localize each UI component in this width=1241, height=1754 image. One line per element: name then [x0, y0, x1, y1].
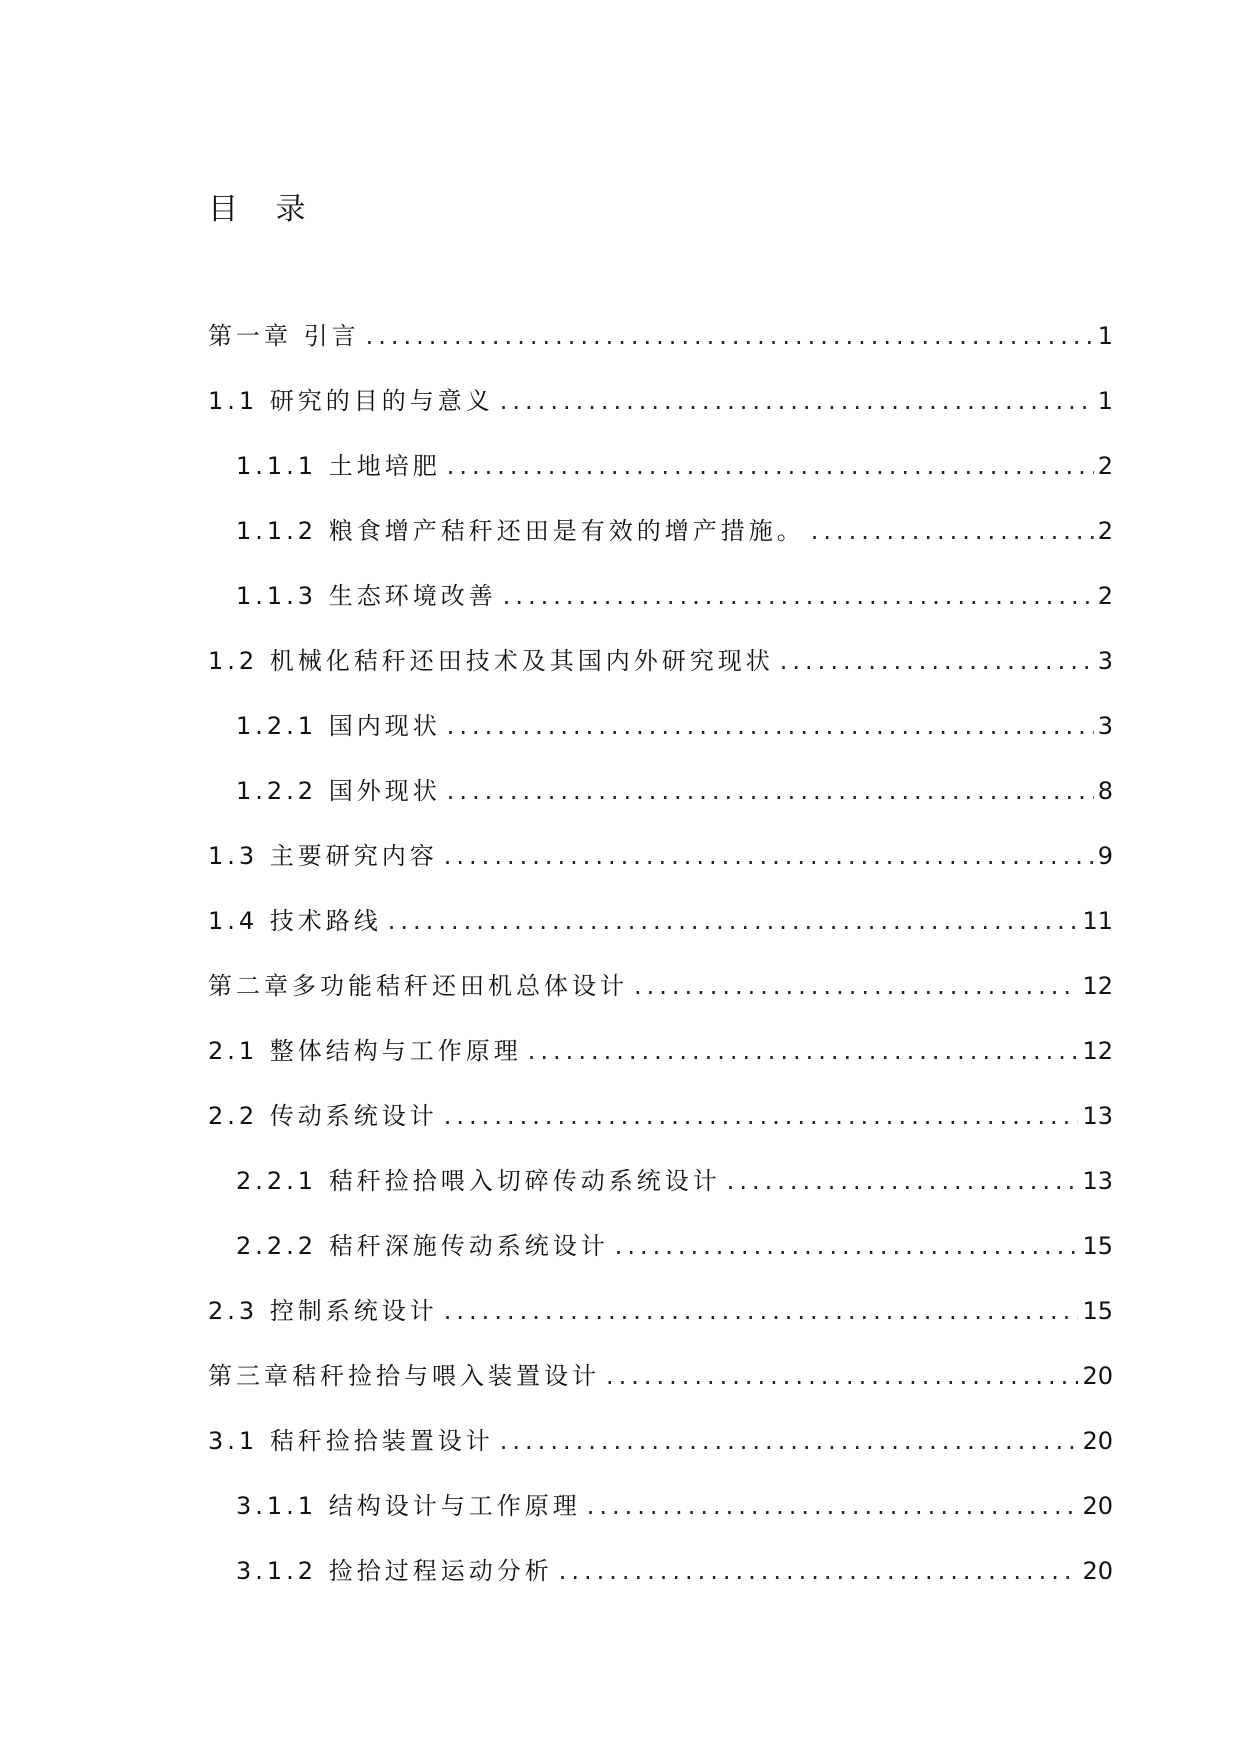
- toc-entry[interactable]: [0, 773, 1241, 838]
- toc-leader: [780, 643, 1094, 679]
- toc-entry[interactable]: [0, 1488, 1241, 1553]
- toc-entry-text: 1.2.1 国内现状: [236, 712, 441, 740]
- toc-entry[interactable]: [0, 1423, 1241, 1488]
- toc-leader: [503, 578, 1094, 614]
- toc-entry[interactable]: [0, 968, 1241, 1033]
- toc-entry-text: 1.1.1 土地培肥: [236, 452, 441, 480]
- toc-entry-page: 15: [1082, 1232, 1113, 1260]
- toc-entry[interactable]: [0, 1098, 1241, 1163]
- toc-leader: [559, 1553, 1079, 1589]
- toc-title: 目 录: [208, 192, 320, 227]
- toc-entry-page: 20: [1082, 1557, 1113, 1585]
- toc-entry-text: 1.3 主要研究内容: [208, 842, 438, 870]
- toc-entry-page: 3: [1097, 712, 1113, 740]
- toc-entry-text: 2.2.1 秸秆捡拾喂入切碎传动系统设计: [236, 1167, 721, 1195]
- toc-entry-page: 20: [1082, 1427, 1113, 1455]
- toc-entry-text: 1.1 研究的目的与意义: [208, 387, 494, 415]
- toc-entry-page: 12: [1082, 1037, 1113, 1065]
- toc-list: [0, 318, 1241, 1618]
- toc-entry[interactable]: [0, 318, 1241, 383]
- toc-entry-text: 2.2 传动系统设计: [208, 1102, 438, 1130]
- toc-entry[interactable]: [0, 1553, 1241, 1618]
- toc-entry-page: 2: [1097, 452, 1113, 480]
- toc-entry-page: 1: [1097, 322, 1113, 350]
- toc-entry[interactable]: [0, 383, 1241, 448]
- toc-leader: [528, 1033, 1079, 1069]
- toc-leader: [500, 1423, 1079, 1459]
- toc-entry-text: 1.1.2 粮食增产秸秆还田是有效的增产措施。: [236, 517, 805, 545]
- toc-entry-text: 2.3 控制系统设计: [208, 1297, 438, 1325]
- toc-entry-page: 3: [1097, 647, 1113, 675]
- toc-entry-text: 1.2.2 国外现状: [236, 777, 441, 805]
- toc-entry-text: 1.4 技术路线: [208, 907, 382, 935]
- toc-leader: [587, 1488, 1079, 1524]
- toc-entry[interactable]: [0, 1358, 1241, 1423]
- toc-leader: [366, 318, 1094, 354]
- toc-entry-page: 15: [1082, 1297, 1113, 1325]
- toc-leader: [444, 1098, 1079, 1134]
- toc-entry-page: 13: [1082, 1167, 1113, 1195]
- toc-leader: [727, 1163, 1079, 1199]
- toc-entry-page: 8: [1097, 777, 1113, 805]
- toc-entry-text: 第三章秸秆捡拾与喂入装置设计: [208, 1362, 600, 1390]
- toc-entry-page: 1: [1097, 387, 1113, 415]
- toc-entry[interactable]: [0, 643, 1241, 708]
- toc-entry-page: 9: [1097, 842, 1113, 870]
- toc-leader: [444, 1293, 1079, 1329]
- toc-leader: [500, 383, 1094, 419]
- toc-entry-text: 3.1.2 捡拾过程运动分析: [236, 1557, 553, 1585]
- toc-entry-text: 3.1.1 结构设计与工作原理: [236, 1492, 581, 1520]
- toc-entry-page: 20: [1082, 1492, 1113, 1520]
- toc-entry-page: 2: [1097, 582, 1113, 610]
- toc-leader: [388, 903, 1079, 939]
- toc-entry[interactable]: [0, 1033, 1241, 1098]
- toc-entry[interactable]: [0, 838, 1241, 903]
- toc-entry[interactable]: [0, 1163, 1241, 1228]
- toc-leader: [447, 708, 1094, 744]
- toc-entry[interactable]: [0, 1293, 1241, 1358]
- toc-leader: [447, 448, 1094, 484]
- toc-entry-text: 2.2.2 秸秆深施传动系统设计: [236, 1232, 609, 1260]
- toc-leader: [615, 1228, 1079, 1264]
- toc-entry-text: 1.1.3 生态环境改善: [236, 582, 497, 610]
- toc-leader: [606, 1358, 1078, 1394]
- toc-entry-text: 第二章多功能秸秆还田机总体设计: [208, 972, 628, 1000]
- toc-entry-page: 20: [1082, 1362, 1113, 1390]
- toc-leader: [447, 773, 1094, 809]
- toc-entry-page: 13: [1082, 1102, 1113, 1130]
- toc-entry-text: 3.1 秸秆捡拾装置设计: [208, 1427, 494, 1455]
- toc-entry[interactable]: [0, 578, 1241, 643]
- toc-entry[interactable]: [0, 513, 1241, 578]
- toc-leader: [811, 513, 1094, 549]
- toc-entry-page: 12: [1082, 972, 1113, 1000]
- toc-entry[interactable]: [0, 448, 1241, 513]
- toc-leader: [634, 968, 1078, 1004]
- toc-entry[interactable]: [0, 903, 1241, 968]
- toc-entry-text: 2.1 整体结构与工作原理: [208, 1037, 522, 1065]
- toc-entry[interactable]: [0, 708, 1241, 773]
- toc-entry-text: 第一章 引言: [208, 322, 360, 350]
- toc-entry[interactable]: [0, 1228, 1241, 1293]
- toc-entry-page: 11: [1082, 907, 1113, 935]
- toc-entry-page: 2: [1097, 517, 1113, 545]
- toc-leader: [444, 838, 1094, 874]
- toc-entry-text: 1.2 机械化秸秆还田技术及其国内外研究现状: [208, 647, 774, 675]
